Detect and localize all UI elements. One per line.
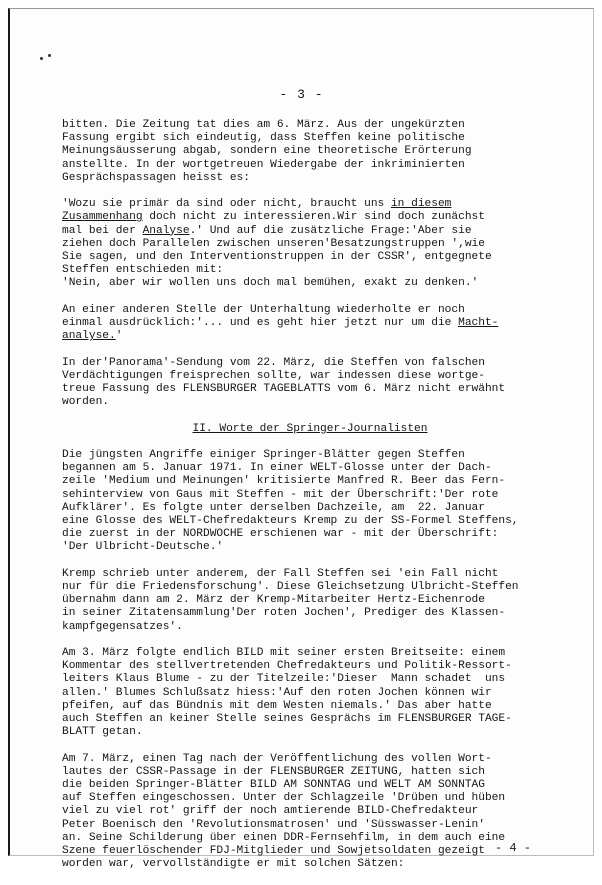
text-line: nur für die Friedensforschung'. Diese Gleichsetzung Ulbricht-Steffen: [62, 581, 519, 594]
next-page-reference: - 4 -: [494, 841, 531, 855]
text-line: Aufklärer'. Es folgte unter derselben Dachzeile, am 22. Januar: [62, 501, 485, 514]
page-number: - 3 -: [279, 87, 324, 102]
text-line: bitten. Die Zeitung tat dies am 6. März. Aus der ungekürzten: [62, 119, 465, 131]
text-line: einmal ausdrücklich:'... und es geht hier jetzt nur um die Macht-: [62, 317, 499, 330]
text-line: Fassung ergibt sich eindeutig, dass Steffen keine politische: [62, 132, 465, 145]
text-line: Gesprächspassagen heisst es:: [62, 171, 250, 184]
text-line: auf Steffen eingeschossen. Unter der Schlagzeile 'Drüben und hüben: [62, 792, 506, 805]
scan-speck: [40, 57, 43, 60]
text-line: pfeifen, auf das Bündnis mit dem Westen niemals.' Das aber hatte: [62, 699, 492, 712]
text-line: zeile 'Medium und Meinungen' kritisierte Manfred R. Beer das Fern-: [62, 475, 506, 488]
text-line: Zusammenhang doch nicht zu interessieren.Wir sind doch zunächst: [62, 211, 485, 224]
text-line: Verdächtigungen freisprechen sollte, war indessen diese wortge-: [62, 369, 485, 382]
text-line: Steffen entschieden mit:: [62, 264, 224, 277]
paragraph: [62, 198, 558, 290]
text-line: BLATT getan.: [62, 726, 143, 739]
document-page: [8, 8, 594, 871]
text-line: worden.: [62, 396, 109, 409]
text-line: worden war, vervollständigte er mit solchen Sätzen:: [62, 858, 405, 871]
paragraph: [62, 647, 558, 739]
paragraph: [62, 568, 558, 634]
text-line: Kommentar des stellvertretenden Chefredakteurs und Politik-Ressort-: [62, 660, 512, 673]
text-line: Szene feuerlöschender FDJ-Mitglieder und Sowjetsoldaten gezeigt: [62, 845, 485, 858]
text-line: 'Nein, aber wir wollen uns doch mal bemühen, exakt zu denken.': [62, 277, 479, 290]
text-line: Am 7. März, einen Tag nach der Veröffentlichung des vollen Wort-: [62, 752, 492, 765]
text-line: übernahm dann am 2. März der Kremp-Mitarbeiter Hertz-Eichenrode: [62, 594, 485, 607]
text-line: eine Glosse des WELT-Chefredakteurs Kremp zu der SS-Formel Steffens,: [62, 515, 519, 528]
text-line: leiters Klaus Blume - zu der Titelzeile:'Dieser Mann schadet uns: [62, 673, 506, 686]
text-line: In der'Panorama'-Sendung vom 22. März, die Steffen von falschen: [62, 356, 485, 369]
text-line: kampfgegensatzes'.: [62, 620, 183, 633]
text-line: allen.' Blumes Schlußsatz hiess:'Auf den roten Jochen können wir: [62, 686, 492, 699]
text-line: mal bei der Analyse.' Und auf die zusätzliche Frage:'Aber sie: [62, 224, 472, 237]
text-line: lautes der CSSR-Passage in der FLENSBURGER ZEITUNG, hatten sich: [62, 765, 485, 778]
text-line: die beiden Springer-Blätter BILD AM SONNTAG und WELT AM SONNTAG: [62, 779, 485, 792]
text-line: Sie sagen, und den Interventionstruppen in der CSSR', entgegnete: [62, 251, 492, 264]
text-line: in seiner Zitatensammlung'Der roten Jochen', Prediger des Klassen-: [62, 607, 506, 620]
text-line: 'Der Ulbricht-Deutsche.': [62, 541, 224, 554]
scan-speck: [48, 54, 51, 57]
text-line: Meinungsäusserung abgab, sondern eine theoretische Erörterung: [62, 145, 472, 158]
paragraph: [62, 357, 558, 410]
text-line: ziehen doch Parallelen zwischen unseren'Besatzungstruppen ',wie: [62, 237, 485, 250]
paragraph: [62, 304, 558, 344]
text-line: viel zu viel rot' griff der noch amtierende BILD-Chefredakteur: [62, 805, 479, 818]
text-line: sehinterview von Gaus mit Steffen - mit der Überschrift:'Der rote: [62, 488, 499, 501]
text-line: Kremp schrieb unter anderem, der Fall Steffen sei 'ein Fall nicht: [62, 567, 499, 580]
paragraph: [62, 449, 558, 555]
paragraph: [62, 753, 558, 872]
text-line: begannen am 5. Januar 1971. In einer WELT-Glosse unter der Dach-: [62, 462, 492, 475]
text-line: anstellte. In der wortgetreuen Wiedergabe der inkriminierten: [62, 158, 465, 171]
text-line: Peter Boenisch den 'Revolutionsmatrosen' und 'Süsswasser-Lenin': [62, 818, 485, 831]
text-line: treue Fassung des FLENSBURGER TAGEBLATTS vom 6. März nicht erwähnt: [62, 383, 506, 396]
text-line: An einer anderen Stelle der Unterhaltung wiederholte er noch: [62, 303, 465, 316]
paragraph: [62, 119, 558, 185]
text-line: analyse.': [62, 330, 123, 343]
text-line: auch Steffen an keiner Stelle seines Gesprächs im FLENSBURGER TAGE-: [62, 713, 512, 726]
section-heading: [62, 423, 558, 436]
text-line: 'Wozu sie primär da sind oder nicht, braucht uns in diesem: [62, 198, 452, 211]
section-heading-text: II. Worte der Springer-Journalisten: [192, 422, 428, 435]
text-line: an. Seine Schilderung über einen DDR-Fernsehfilm, in dem auch eine: [62, 831, 506, 844]
text-line: Die jüngsten Angriffe einiger Springer-Blätter gegen Steffen: [62, 449, 465, 461]
document-body: [62, 119, 558, 885]
text-line: die zuerst in der NORDWOCHE erschienen war - mit der Überschrift:: [62, 528, 499, 541]
text-line: Am 3. März folgte endlich BILD mit seiner ersten Breitseite: einem: [62, 647, 506, 660]
